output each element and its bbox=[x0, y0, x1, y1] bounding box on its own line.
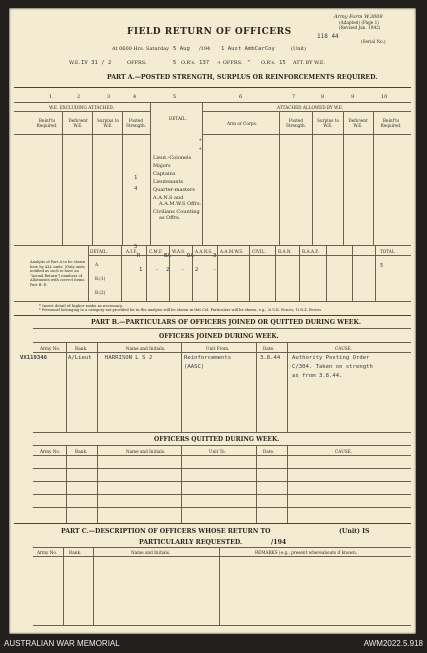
typed-b-1: 1 bbox=[139, 267, 143, 273]
analysis-cmf-head: C.M.F. bbox=[149, 249, 163, 254]
col-num-9: 9 bbox=[351, 94, 355, 100]
part-c-col-army-no: Army No. bbox=[37, 550, 58, 555]
analysis-aif-head: A.I.F. bbox=[126, 249, 137, 254]
return-date: 5 Aug bbox=[173, 46, 190, 52]
typed-b-4: - bbox=[181, 267, 185, 273]
time-label: At 0600 Hrs. Saturday bbox=[112, 46, 169, 52]
joined-cause-3: as from 3.8.44. bbox=[292, 373, 343, 379]
typed-aans-3: 3 bbox=[213, 253, 217, 259]
quitted-heading: OFFICERS QUITTED DURING WEEK. bbox=[154, 436, 280, 443]
plus-offrs-label: + OFFRS. bbox=[217, 60, 243, 66]
col-num-7: 7 bbox=[292, 94, 296, 100]
joined-col-army-no: Army No. bbox=[40, 346, 61, 351]
rank-majors: Majors bbox=[153, 163, 171, 169]
part-c-col-name: Name and Initials. bbox=[131, 550, 171, 555]
quitted-col-army-no: Army No. bbox=[40, 449, 61, 454]
rank-as-offrs: as Offrs. bbox=[159, 215, 181, 221]
analysis-row-b2: B.(2) bbox=[95, 290, 106, 295]
unit-label: (Unit) bbox=[291, 46, 306, 52]
part-a-heading: PART A.—POSTED STRENGTH, SURPLUS OR REINFORCEMENTS REQUIRED. bbox=[107, 74, 378, 81]
quitted-col-unit-to: Unit To. bbox=[209, 449, 226, 454]
serial-label: (Serial No.) bbox=[361, 39, 386, 44]
col-num-3: 3 bbox=[107, 94, 111, 100]
arm-corps-head: Arm or Corps. bbox=[227, 121, 258, 126]
offrs2-value: " bbox=[247, 60, 251, 66]
part-c-unit-label: (Unit) IS bbox=[339, 528, 370, 535]
joined-rank: A/Lieut bbox=[68, 355, 92, 361]
surplus-head: Surplus to W.E. bbox=[97, 118, 119, 128]
footnote-1: * Insert detail of higher ranks as necessary. bbox=[39, 303, 123, 308]
col-num-10: 10 bbox=[381, 94, 388, 100]
rank-quartermasters: Quarter-masters bbox=[153, 187, 195, 193]
part-c-requested: PARTICULARLY REQUESTED. bbox=[139, 539, 243, 546]
col-num-5: 5 bbox=[173, 94, 177, 100]
typed-b-2: - bbox=[155, 267, 159, 273]
analysis-was-head: W.A.S. bbox=[172, 249, 186, 254]
posted-strength-head: Posted Strength. bbox=[125, 118, 147, 128]
part-b-heading: PART B.—PARTICULARS OF OFFICERS JOINED OR QUITTED DURING WEEK. bbox=[91, 319, 362, 326]
analysis-total-head: TOTAL bbox=[380, 249, 395, 254]
col-num-6: 6 bbox=[239, 94, 243, 100]
offrs-label: OFFRS. bbox=[127, 60, 147, 66]
deficient-head-2: Deficient W.E. bbox=[348, 118, 368, 128]
reinf-required-head: Reinf'ts Required. bbox=[36, 118, 58, 128]
rank-lieutenants: Lieutenants bbox=[153, 179, 184, 185]
analysis-raaf-head: R.A.A.F. bbox=[302, 249, 319, 254]
quitted-col-cause: CAUSE. bbox=[335, 449, 353, 454]
posted-lieutenants: 4 bbox=[134, 186, 138, 192]
analysis-note: Analysis of Part A to be shown here by ALL units. (Only units notified as such to have an "Actual Return") numbers of Allotments with correct items. Part B.-E. bbox=[30, 260, 86, 287]
we-label: W.E. bbox=[69, 60, 81, 66]
total-value: 5 bbox=[380, 263, 384, 269]
att-label: ATT. BY W.E. bbox=[293, 60, 326, 66]
archive-footer bbox=[0, 635, 427, 653]
footer-accession-number: AWM2022.5.918 bbox=[363, 639, 423, 648]
asterisk-mark: * bbox=[199, 147, 202, 153]
col-num-8: 8 bbox=[321, 94, 325, 100]
quitted-col-date: Date. bbox=[263, 449, 275, 454]
detail-head: DETAIL. bbox=[169, 116, 187, 121]
asterisk-mark: * bbox=[199, 138, 202, 144]
rank-lt-colonels: Lieut.-Colonels bbox=[153, 155, 192, 161]
col-num-1: 1 bbox=[49, 94, 53, 100]
part-c-year: /194 bbox=[271, 539, 287, 546]
joined-cause-2: C/304. Taken on strength bbox=[292, 364, 373, 370]
we-value: IV 31 / 2 bbox=[81, 60, 112, 66]
joined-name: HARRISON L S J bbox=[105, 355, 153, 361]
quitted-col-name: Name and Initials. bbox=[126, 449, 166, 454]
form-revised: (Revised Jan. 1942) bbox=[339, 25, 381, 30]
page-title: FIELD RETURN OF OFFICERS bbox=[127, 27, 292, 37]
analysis-aans-head: A.A.N.S. bbox=[195, 249, 213, 254]
part-c-heading: PART C.—DESCRIPTION OF OFFICERS WHOSE RETURN TO bbox=[61, 528, 271, 535]
col-num-4: 4 bbox=[133, 94, 137, 100]
ors2-label: O.R's. bbox=[261, 60, 276, 66]
joined-heading: OFFICERS JOINED DURING WEEK. bbox=[159, 333, 279, 340]
col-num-2: 2 bbox=[77, 94, 81, 100]
rank-civilians: Civilians Counting bbox=[153, 209, 200, 215]
we-excluding-label: W.E. EXCLUDING ATTACHED. bbox=[49, 105, 114, 110]
joined-date: 3.8.44 bbox=[260, 355, 281, 361]
ors-value: 137 bbox=[199, 60, 210, 66]
footnote-2: * Personnel belonging to a category not provided for in the analysis will be shown in this Col. Particulars will be shown, e.g., 2i U.K. Forces; 1i N.Z. Forces bbox=[39, 308, 322, 312]
offrs-value: 5 bbox=[173, 60, 177, 66]
typed-was-da: DA bbox=[187, 253, 194, 259]
deficient-head: Deficient W.E. bbox=[68, 118, 88, 128]
analysis-aamws-head: A.A.M.W.S. bbox=[220, 249, 244, 254]
surplus-head-2: Surplus to W.E. bbox=[317, 118, 339, 128]
joined-unit-from: Reinforcements bbox=[184, 355, 232, 361]
quitted-col-rank: Rank. bbox=[75, 449, 88, 454]
analysis-civil-head: CIVIL. bbox=[252, 249, 266, 254]
rank-aamws: A.A.M.W.S Offrs. bbox=[159, 201, 202, 207]
joined-army-no: VX119346 bbox=[20, 355, 47, 361]
posted-strength-head-2: Posted Strength. bbox=[285, 118, 307, 128]
typed-aif-top: 5 bbox=[134, 244, 138, 250]
unit-name: 1 Aust AmbCarCoy bbox=[221, 46, 275, 52]
analysis-row-b1: B.(1) bbox=[95, 276, 106, 281]
typed-b-5: 2 bbox=[195, 267, 199, 273]
joined-col-name: Name and Initials. bbox=[126, 346, 166, 351]
reinf-required-head-2: Reinf'ts Required. bbox=[380, 118, 402, 128]
rank-aans: A.A.N.S and bbox=[153, 195, 184, 201]
joined-col-cause: CAUSE. bbox=[335, 346, 353, 351]
rank-captains: Captains bbox=[153, 171, 176, 177]
year-label: /194 bbox=[199, 46, 211, 52]
part-c-col-remarks: REMARKS (e.g., present whereabouts if known. bbox=[255, 550, 358, 555]
typed-b-6: - bbox=[213, 267, 217, 273]
typed-aif-r: R bbox=[137, 253, 141, 259]
ors-label: O.R's. bbox=[181, 60, 196, 66]
analysis-ran-head: R.A.N. bbox=[278, 249, 292, 254]
joined-col-date: Date. bbox=[263, 346, 275, 351]
form-number: Army Form W.3008 bbox=[334, 14, 383, 20]
footer-institution: AUSTRALIAN WAR MEMORIAL bbox=[4, 639, 120, 648]
part-c-col-rank: Rank. bbox=[69, 550, 82, 555]
typed-b-3: 2 bbox=[166, 267, 170, 273]
analysis-row-a: A. bbox=[95, 262, 100, 267]
joined-col-rank: Rank. bbox=[75, 346, 88, 351]
ors2-value: 15 bbox=[279, 60, 286, 66]
form-adapted: (Adapted) (Page 1) bbox=[339, 20, 379, 25]
document-page bbox=[9, 8, 416, 634]
attached-allowed-label: ATTACHED ALLOWED BY W.E. bbox=[277, 105, 344, 110]
serial-number: 118 44 bbox=[317, 33, 339, 40]
joined-unit-from-2: (AASC) bbox=[184, 364, 205, 370]
typed-cmf-ba: BA bbox=[164, 253, 171, 259]
joined-cause-1: Authority Posting Order bbox=[292, 355, 370, 361]
posted-captains: 1 bbox=[134, 175, 138, 181]
analysis-detail-head: DETAIL. bbox=[90, 249, 108, 254]
joined-col-unit-from: Unit From. bbox=[206, 346, 230, 351]
